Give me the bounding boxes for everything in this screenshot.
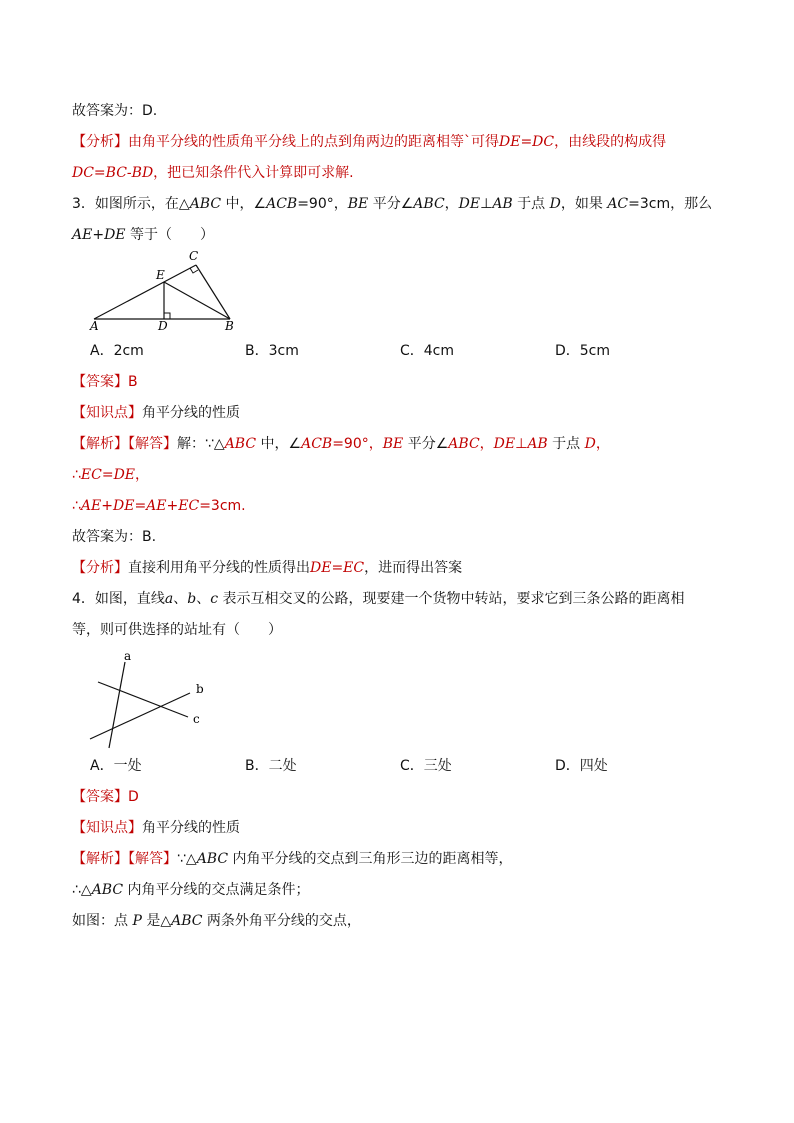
final-answer-q3: 故答案为：B.	[72, 529, 157, 545]
question-3-stem: 3．如图所示，在△ABC 中，∠ACB=90°，BE 平分∠ABC，DE⊥AB 于点 D，如果 AC=3cm，那么	[72, 196, 713, 212]
label-e: E	[156, 268, 165, 282]
segment-eb	[164, 282, 230, 319]
road-b	[90, 693, 190, 739]
answer-q4: 【答案】D	[72, 789, 139, 805]
label-b: B	[225, 319, 234, 332]
label-road-c: c	[193, 712, 200, 726]
solution-q3: 【解析】【解答】解：∵△ABC 中，∠ACB=90°，BE 平分∠ABC，DE⊥AB 于点 D，	[72, 436, 610, 452]
label-d: D	[158, 319, 168, 332]
solution-step-1-q4: ∴△ABC 内角平分线的交点满足条件；	[72, 882, 310, 898]
option-d-q3: D．5cm	[555, 343, 611, 359]
option-a-q3: A．2cm	[90, 343, 144, 359]
label-c: C	[189, 249, 199, 263]
answer-line-q2: 故答案为：D.	[72, 103, 158, 119]
question-4-stem-cont: 等，则可供选择的站址有（ ）	[72, 622, 282, 638]
analysis-line-q2: 【分析】由角平分线的性质角平分线上的点到角两边的距离相等`可得DE=DC，由线段的构成得	[72, 134, 667, 150]
option-a-q4: A．一处	[90, 758, 142, 774]
label-road-b: b	[196, 682, 204, 696]
analysis-line-q2-cont: DC=BC-BD，把已知条件代入计算即可求解.	[72, 165, 354, 181]
solution-step-2-q3: ∴AE+DE=AE+EC=3cm.	[72, 498, 246, 514]
option-d-q4: D．四处	[555, 758, 608, 774]
option-c-q4: C．三处	[400, 758, 452, 774]
option-b-q3: B．3cm	[245, 343, 299, 359]
triangle-figure-q3	[84, 246, 244, 332]
solution-step-2-q4: 如图：点 P 是△ABC 两条外角平分线的交点，	[72, 913, 361, 929]
option-b-q4: B．二处	[245, 758, 297, 774]
analysis-q3: 【分析】直接利用角平分线的性质得出DE=EC，进而得出答案	[72, 560, 463, 576]
knowledge-point-q3: 【知识点】角平分线的性质	[72, 405, 240, 421]
segment-cb	[196, 265, 230, 319]
answer-q3: 【答案】B	[72, 374, 138, 390]
question-4-stem: 4．如图，直线a、b、c 表示互相交叉的公路，现要建一个货物中转站，要求它到三条公路的距离相	[72, 591, 685, 607]
solution-q4: 【解析】【解答】∵△ABC 内角平分线的交点到三角形三边的距离相等，	[72, 851, 513, 867]
roads-figure-q4	[84, 646, 224, 752]
option-c-q3: C．4cm	[400, 343, 455, 359]
question-3-stem-cont: AE+DE 等于（ ）	[72, 227, 214, 243]
road-a	[109, 662, 125, 748]
solution-step-1-q3: ∴EC=DE，	[72, 467, 150, 483]
label-road-a: a	[124, 649, 132, 663]
knowledge-point-q4: 【知识点】角平分线的性质	[72, 820, 240, 836]
label-a: A	[90, 319, 99, 332]
right-angle-mark-c	[190, 268, 198, 273]
